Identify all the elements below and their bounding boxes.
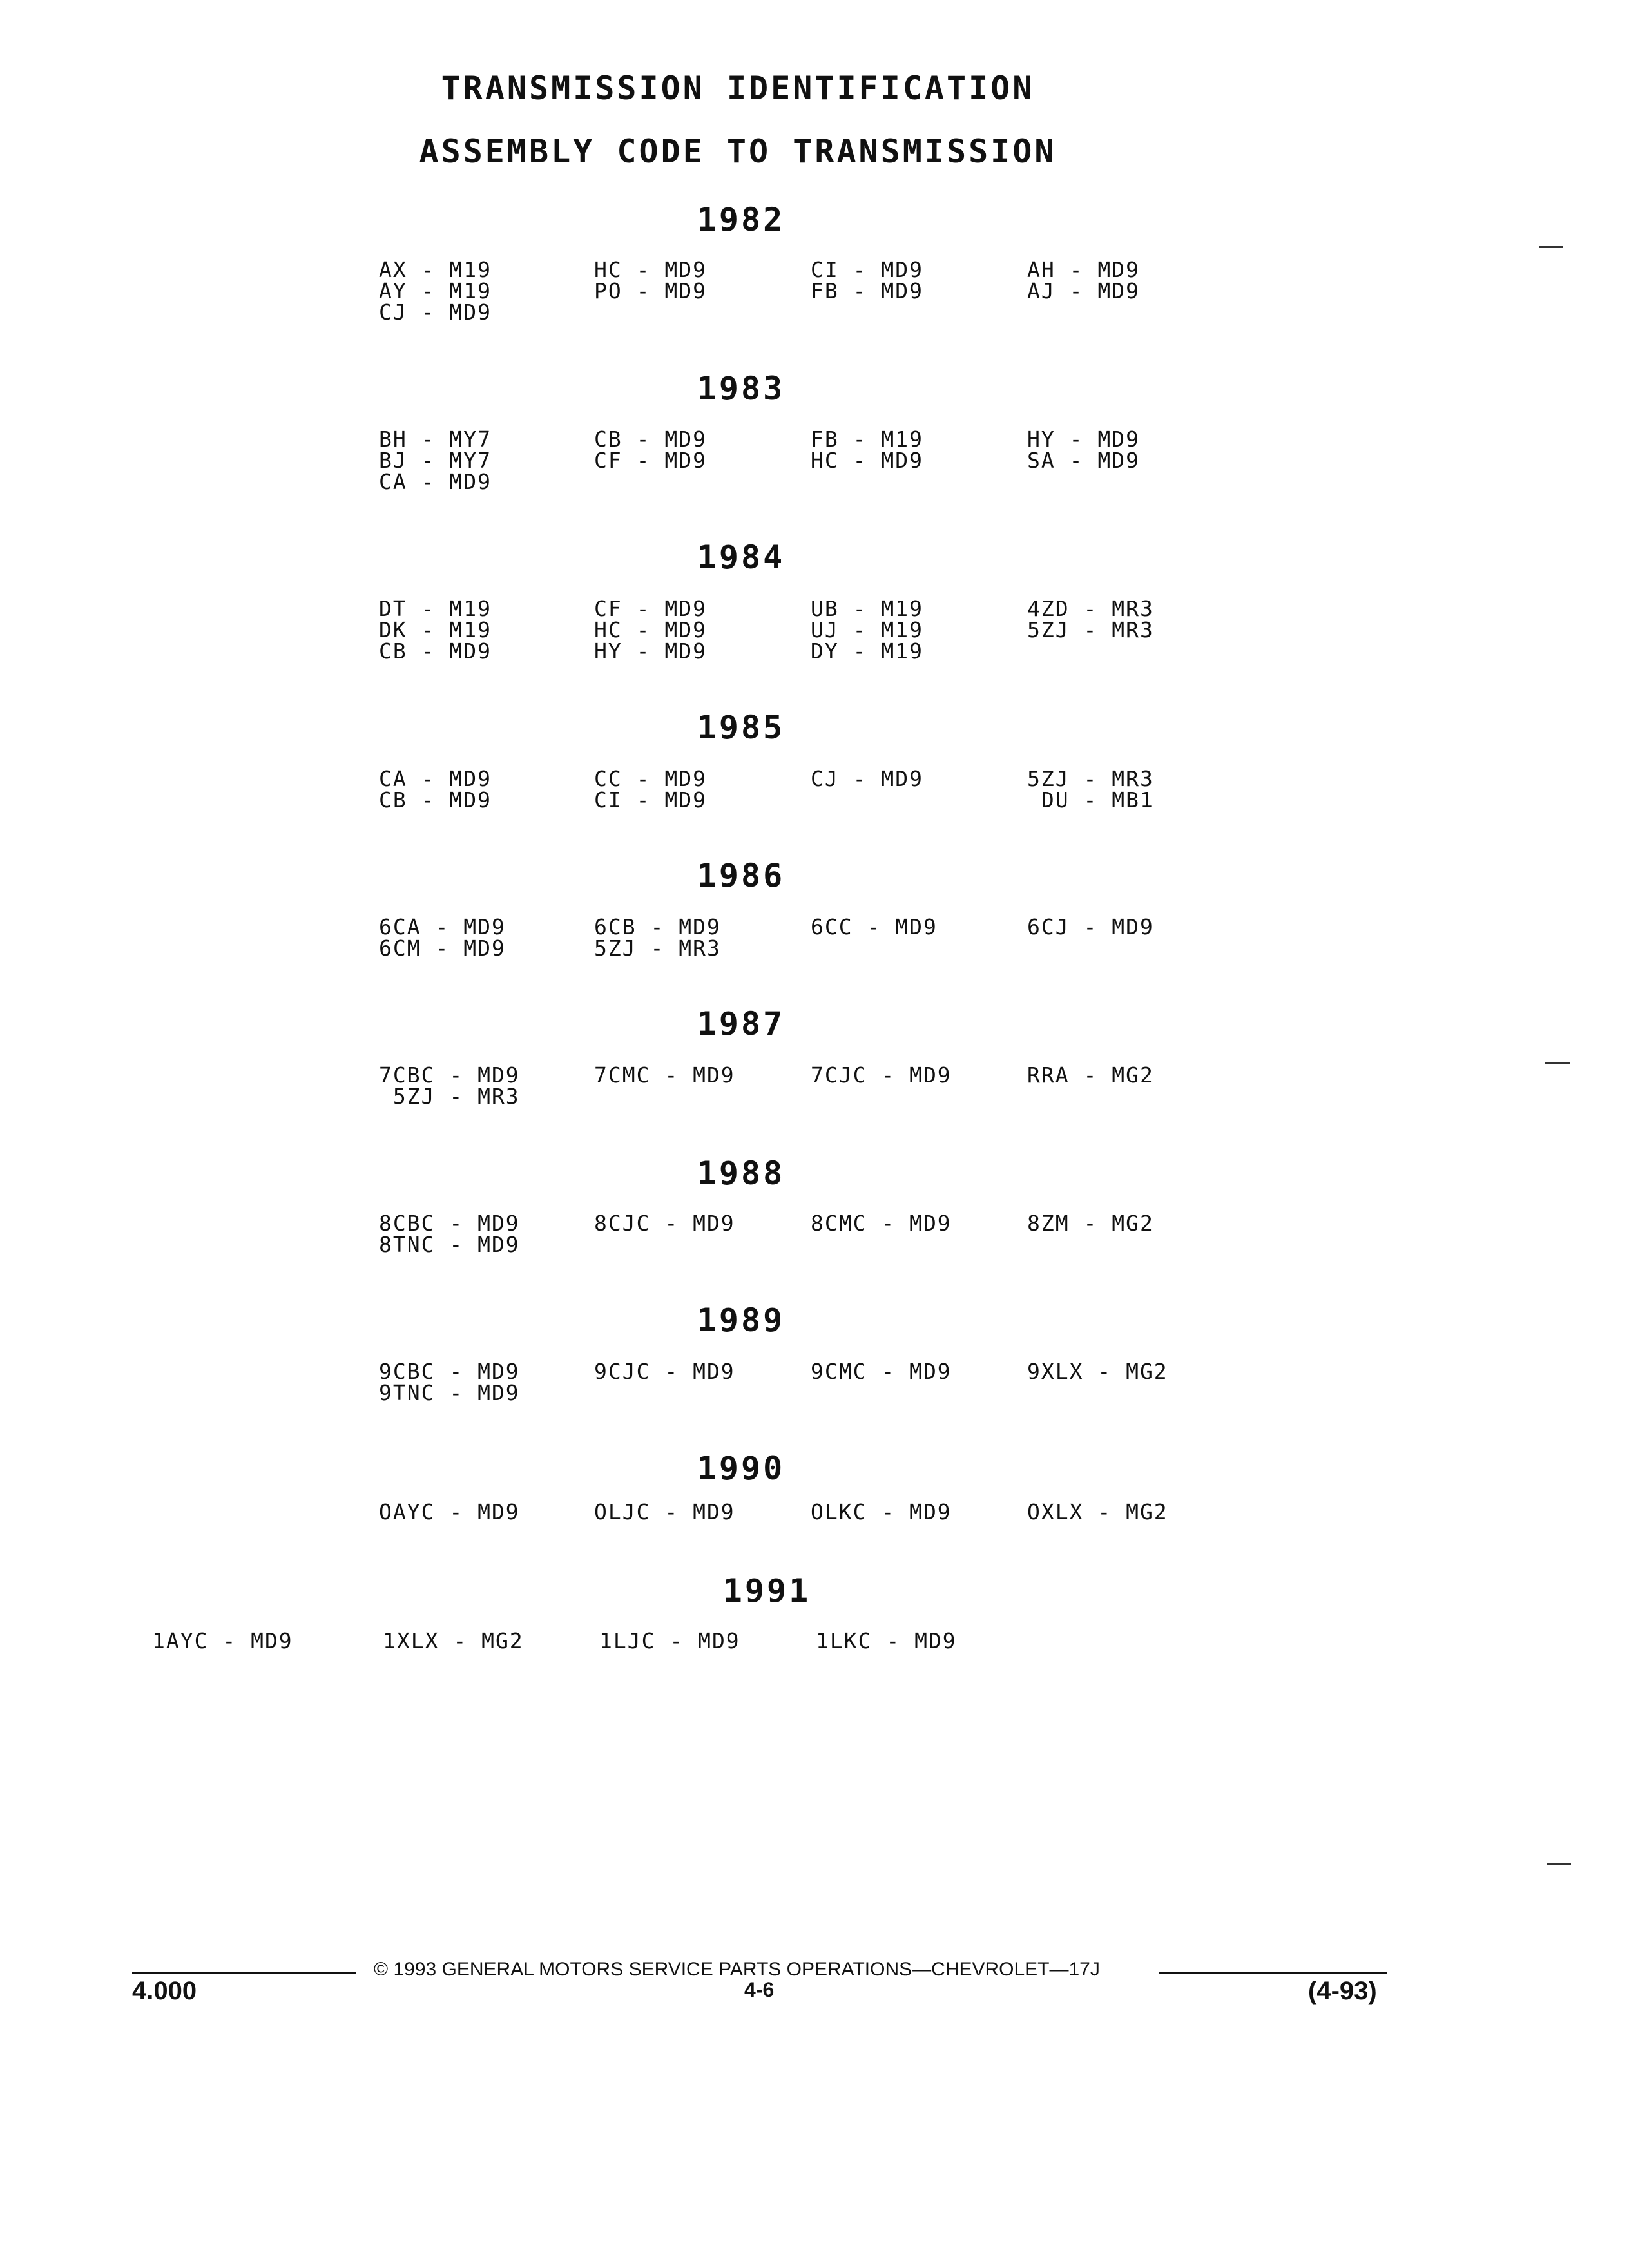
- assembly-code-entry: 9CBC - MD9: [379, 1359, 520, 1384]
- assembly-code-entry: DU - MB1: [1027, 787, 1154, 812]
- year-heading: 1990: [697, 1450, 786, 1487]
- footer-rule-right: [1159, 1972, 1387, 1974]
- assembly-code-entry: 5ZJ - MR3: [1027, 617, 1154, 642]
- assembly-code-entry: CA - MD9: [379, 766, 492, 791]
- assembly-code-entry: UB - M19: [811, 596, 923, 621]
- assembly-code-entry: CC - MD9: [594, 766, 707, 791]
- assembly-code-entry: 7CBC - MD9: [379, 1062, 520, 1088]
- page-subtitle: ASSEMBLY CODE TO TRANSMISSION: [419, 133, 1057, 170]
- margin-mark: [1547, 1863, 1571, 1865]
- assembly-code-entry: CI - MD9: [811, 257, 923, 282]
- assembly-code-entry: DT - M19: [379, 596, 492, 621]
- assembly-code-entry: HY - MD9: [594, 639, 707, 664]
- assembly-code-entry: 6CM - MD9: [379, 936, 506, 961]
- assembly-code-entry: CB - MD9: [379, 787, 492, 812]
- assembly-code-entry: FB - MD9: [811, 278, 923, 303]
- year-heading: 1989: [697, 1302, 786, 1339]
- assembly-code-entry: OLKC - MD9: [811, 1499, 952, 1524]
- assembly-code-entry: 6CB - MD9: [594, 914, 721, 939]
- revision-date: (4-93): [1308, 1977, 1377, 2005]
- assembly-code-entry: 8CBC - MD9: [379, 1211, 520, 1236]
- assembly-code-entry: 7CJC - MD9: [811, 1062, 952, 1088]
- assembly-code-entry: 8CMC - MD9: [811, 1211, 952, 1236]
- assembly-code-entry: 1LKC - MD9: [816, 1628, 957, 1653]
- assembly-code-entry: HC - MD9: [594, 257, 707, 282]
- footer-rule-left: [132, 1972, 356, 1974]
- assembly-code-entry: AY - M19: [379, 278, 492, 303]
- assembly-code-entry: AH - MD9: [1027, 257, 1140, 282]
- assembly-code-entry: 9CMC - MD9: [811, 1359, 952, 1384]
- assembly-code-entry: PO - MD9: [594, 278, 707, 303]
- assembly-code-entry: 1AYC - MD9: [152, 1628, 293, 1653]
- assembly-code-entry: 9XLX - MG2: [1027, 1359, 1168, 1384]
- footer-copyright: © 1993 GENERAL MOTORS SERVICE PARTS OPERATIONS—CHEVROLET—17J: [374, 1959, 1100, 1980]
- assembly-code-entry: RRA - MG2: [1027, 1062, 1154, 1088]
- assembly-code-entry: OAYC - MD9: [379, 1499, 520, 1524]
- assembly-code-entry: 9CJC - MD9: [594, 1359, 735, 1384]
- section-number: 4.000: [132, 1977, 197, 2005]
- assembly-code-entry: OXLX - MG2: [1027, 1499, 1168, 1524]
- assembly-code-entry: HY - MD9: [1027, 427, 1140, 452]
- assembly-code-entry: 6CC - MD9: [811, 914, 938, 939]
- assembly-code-entry: 7CMC - MD9: [594, 1062, 735, 1088]
- year-heading: 1988: [697, 1155, 786, 1192]
- margin-mark: [1545, 1062, 1570, 1064]
- assembly-code-entry: AJ - MD9: [1027, 278, 1140, 303]
- margin-mark: [1539, 246, 1563, 248]
- assembly-code-entry: AX - M19: [379, 257, 492, 282]
- assembly-code-entry: CF - MD9: [594, 448, 707, 473]
- assembly-code-entry: CF - MD9: [594, 596, 707, 621]
- assembly-code-entry: CA - MD9: [379, 469, 492, 494]
- year-heading: 1983: [697, 370, 786, 407]
- assembly-code-entry: 6CA - MD9: [379, 914, 506, 939]
- assembly-code-entry: HC - MD9: [594, 617, 707, 642]
- assembly-code-entry: DY - M19: [811, 639, 923, 664]
- assembly-code-entry: CI - MD9: [594, 787, 707, 812]
- assembly-code-entry: CB - MD9: [594, 427, 707, 452]
- assembly-code-entry: CB - MD9: [379, 639, 492, 664]
- year-heading: 1986: [697, 857, 786, 894]
- assembly-code-entry: SA - MD9: [1027, 448, 1140, 473]
- assembly-code-entry: CJ - MD9: [379, 300, 492, 325]
- year-heading: 1985: [697, 709, 786, 746]
- assembly-code-entry: 4ZD - MR3: [1027, 596, 1154, 621]
- assembly-code-entry: 8TNC - MD9: [379, 1232, 520, 1257]
- assembly-code-entry: 5ZJ - MR3: [379, 1084, 520, 1109]
- assembly-code-entry: DK - M19: [379, 617, 492, 642]
- year-heading: 1991: [722, 1572, 811, 1610]
- assembly-code-entry: HC - MD9: [811, 448, 923, 473]
- assembly-code-entry: UJ - M19: [811, 617, 923, 642]
- year-heading: 1982: [697, 201, 786, 238]
- assembly-code-entry: BJ - MY7: [379, 448, 492, 473]
- assembly-code-entry: 6CJ - MD9: [1027, 914, 1154, 939]
- year-heading: 1984: [697, 539, 786, 576]
- assembly-code-entry: OLJC - MD9: [594, 1499, 735, 1524]
- assembly-code-entry: 5ZJ - MR3: [1027, 766, 1154, 791]
- page-number: 4-6: [744, 1978, 775, 2001]
- assembly-code-entry: 8CJC - MD9: [594, 1211, 735, 1236]
- assembly-code-entry: 9TNC - MD9: [379, 1380, 520, 1405]
- assembly-code-entry: 5ZJ - MR3: [594, 936, 721, 961]
- assembly-code-entry: FB - M19: [811, 427, 923, 452]
- assembly-code-entry: CJ - MD9: [811, 766, 923, 791]
- assembly-code-entry: 8ZM - MG2: [1027, 1211, 1154, 1236]
- assembly-code-entry: 1XLX - MG2: [383, 1628, 524, 1653]
- assembly-code-entry: 1LJC - MD9: [599, 1628, 740, 1653]
- year-heading: 1987: [697, 1005, 786, 1043]
- assembly-code-entry: BH - MY7: [379, 427, 492, 452]
- page-title: TRANSMISSION IDENTIFICATION: [441, 70, 1035, 107]
